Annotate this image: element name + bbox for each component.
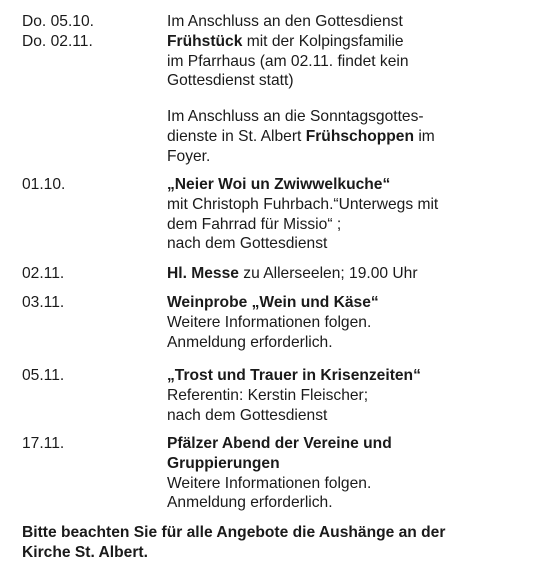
- highlight-text: „Trost und Trauer in Krisenzeiten“: [167, 367, 421, 384]
- event-date-text: 02.11.: [22, 265, 65, 282]
- body-text: Referentin: Kerstin Fleischer;: [167, 386, 369, 404]
- highlight-text: Frühstück: [167, 32, 243, 50]
- highlight-text: „Neier Woi un Zwiwwelkuche“: [167, 176, 391, 193]
- body-text: nach dem Gottesdienst: [167, 235, 328, 253]
- description-line: [167, 52, 537, 72]
- description-line: [167, 107, 537, 127]
- body-text: dem Fahrrad für Missio“ ;: [167, 215, 342, 233]
- body-text: Weitere Informationen folgen.: [167, 313, 372, 331]
- description-line: [167, 454, 537, 474]
- event-date: [22, 175, 162, 195]
- body-text: dienste in St. Albert: [167, 127, 306, 145]
- body-text: zu Allerseelen; 19.00 Uhr: [238, 265, 418, 282]
- body-text: mit Christoph Fuhrbach.“Unterwegs mit: [167, 195, 439, 213]
- description-line: [167, 474, 537, 494]
- event-date-text: 03.11.: [22, 294, 65, 311]
- description-line: [167, 386, 537, 406]
- event-description: [167, 366, 537, 425]
- footer-note: [22, 523, 537, 563]
- description-line: [167, 333, 537, 353]
- body-text: mit der Kolpingsfamilie: [242, 32, 404, 50]
- highlight-text: Frühschoppen: [305, 127, 414, 145]
- description-line: [167, 493, 537, 513]
- highlight-text: Weinprobe „Wein und Käse“: [167, 294, 379, 311]
- footer-line: Bitte beachten Sie für alle Angebote die Aushänge an der: [22, 524, 446, 541]
- event-description: [167, 12, 537, 91]
- description-line: [167, 293, 537, 313]
- description-line: [167, 215, 537, 235]
- description-line: [167, 195, 537, 215]
- event-description: [167, 175, 537, 254]
- description-line: [167, 71, 537, 91]
- event-description: [167, 264, 537, 284]
- event-date: [22, 293, 162, 313]
- description-line: [167, 175, 537, 195]
- event-date-text: Do. 02.11.: [22, 32, 93, 50]
- description-line: [167, 434, 537, 454]
- event-description: [167, 293, 537, 352]
- description-line: [167, 32, 537, 52]
- body-text: Anmeldung erforderlich.: [167, 333, 333, 351]
- description-line: [167, 366, 537, 386]
- body-text: Im Anschluss an die Sonntagsgottes-: [167, 108, 424, 125]
- description-line: [167, 12, 537, 32]
- description-line: [167, 406, 537, 426]
- description-line: [167, 147, 537, 167]
- description-line: [167, 264, 537, 284]
- body-text: Im Anschluss an den Gottesdienst: [167, 13, 403, 30]
- event-date-text: 17.11.: [22, 435, 65, 452]
- event-date-text: 05.11.: [22, 367, 65, 384]
- body-text: Weitere Informationen folgen.: [167, 474, 372, 492]
- event-description: [167, 434, 537, 513]
- body-text: im Pfarrhaus (am 02.11. findet kein: [167, 52, 409, 70]
- event-description: [167, 107, 537, 166]
- body-text: Gottesdienst statt): [167, 72, 294, 90]
- event-date-text: 01.10.: [22, 176, 66, 193]
- event-date: [22, 366, 162, 386]
- highlight-text: Hl. Messe: [167, 265, 239, 282]
- description-line: [167, 234, 537, 254]
- body-text: nach dem Gottesdienst: [167, 406, 328, 424]
- description-line: [167, 313, 537, 333]
- highlight-text: Gruppierungen: [167, 454, 280, 472]
- event-date: [22, 264, 162, 284]
- event-date: [22, 12, 162, 52]
- description-line: [167, 127, 537, 147]
- body-text: Foyer.: [167, 147, 211, 165]
- body-text: Anmeldung erforderlich.: [167, 494, 333, 512]
- body-text: im: [414, 127, 435, 145]
- highlight-text: Pfälzer Abend der Vereine und: [167, 435, 392, 452]
- event-date-text: Do. 05.10.: [22, 13, 94, 30]
- event-date: [22, 434, 162, 454]
- footer-line: Kirche St. Albert.: [22, 543, 148, 561]
